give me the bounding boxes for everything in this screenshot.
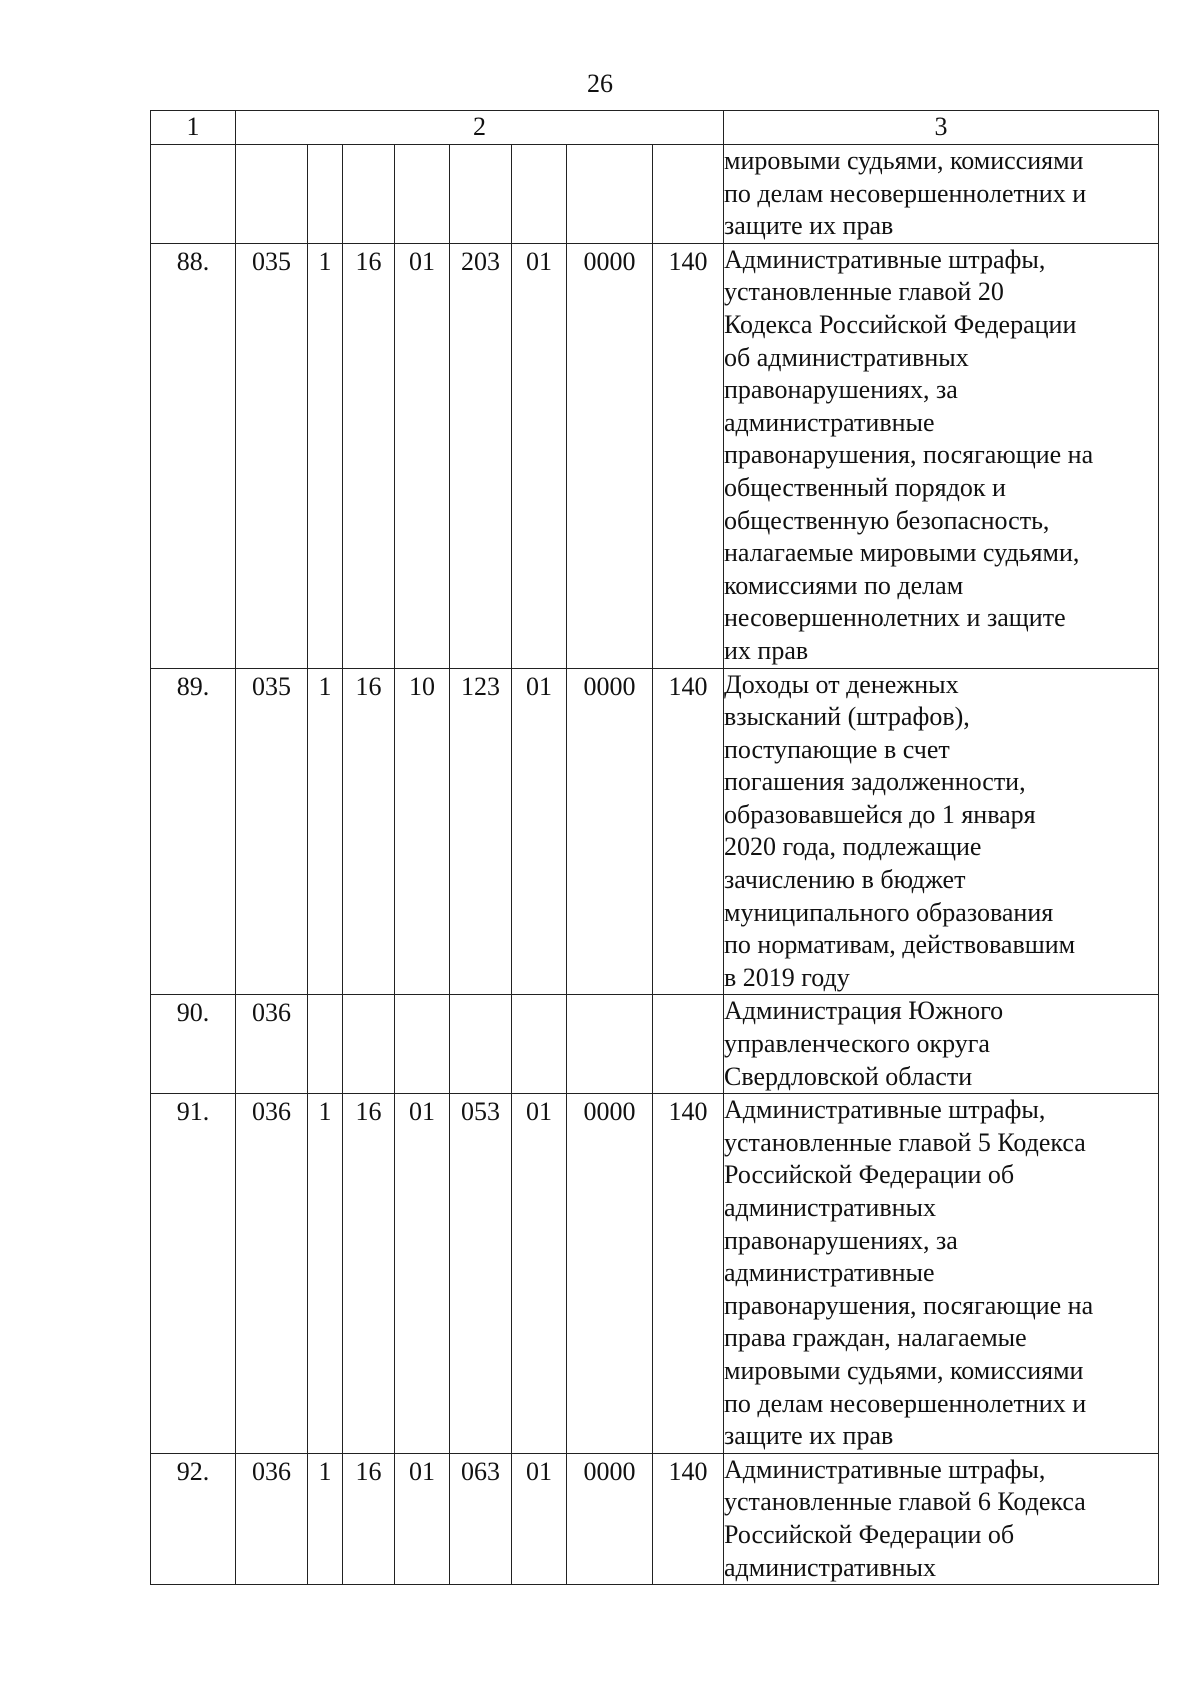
row-number: 92. [176,1456,210,1486]
code-cell [450,1094,512,1454]
table-row [151,145,1159,244]
code-cell [512,995,567,1094]
code-segment: 140 [668,1456,708,1486]
table-header-row [151,111,1159,145]
code-segment: 1 [318,1456,332,1486]
code-cell [512,145,567,244]
code-cell [450,145,512,244]
table-row [151,995,1159,1094]
header-col-3: 3 [724,111,1159,145]
code-cell [567,145,653,244]
code-cell [653,668,724,995]
row-number: 90. [176,998,210,1028]
code-cell [653,145,724,244]
row-number: 91. [176,1097,210,1127]
description-cell [724,243,1159,668]
code-cell [308,995,343,1094]
description-cell [724,668,1159,995]
code-cell [450,243,512,668]
code-segment: 0000 [583,1456,636,1486]
row-number: 89. [176,671,210,701]
code-cell [343,145,395,244]
code-segment: 16 [355,246,382,276]
table-row [151,243,1159,668]
code-segment: 16 [355,1097,382,1127]
code-segment: 01 [409,1097,435,1127]
code-cell [567,668,653,995]
code-cell [567,995,653,1094]
code-cell [236,1094,308,1454]
code-segment: 0000 [583,246,636,276]
code-segment: 01 [409,246,435,276]
header-col-1: 1 [151,111,236,145]
code-cell [343,995,395,1094]
description-text: Административные штрафы, установленные главой 6 Кодекса Российской Федерации об административных [724,1454,1086,1582]
code-cell [450,668,512,995]
description-text: Административные штрафы, установленные главой 5 Кодекса Российской Федерации об административных правонарушениях, за административные правонарушения, посягающие на права граждан, налагаемые мировыми судьями, комиссиями по делам несовершеннолетних и защите их прав [724,1095,1094,1451]
row-number-cell [151,1453,236,1584]
code-segment: 1 [318,246,332,276]
code-segment: 1 [318,671,332,701]
table-row [151,668,1159,995]
code-cell [512,668,567,995]
code-segment: 1 [318,1097,332,1127]
code-cell [653,1453,724,1584]
code-segment: 140 [668,246,708,276]
code-segment: 01 [526,1456,552,1486]
code-segment: 036 [252,1097,291,1127]
code-segment: 036 [252,1456,291,1486]
description-text: Доходы от денежных взысканий (штрафов), поступающие в счет погашения задолженности, образовавшейся до 1 января 2020 года, подлежащие зачислению в бюджет муниципального образования по нормативам, действовавшим в 2019 году [724,669,1076,992]
code-cell [395,668,450,995]
row-number-cell [151,243,236,668]
code-segment: 036 [252,998,291,1028]
code-cell [236,995,308,1094]
code-segment: 10 [409,671,435,701]
document-table [150,110,1159,1585]
code-segment: 16 [355,671,382,701]
code-segment: 140 [668,1097,708,1127]
code-segment: 123 [461,671,500,701]
description-text: Административные штрафы, установленные главой 20 Кодекса Российской Федерации об административных правонарушениях, за административные правонарушения, посягающие на общественный порядок и общественную безопасность, налагаемые мировыми судьями, комиссиями по делам несовершеннолетних и защите их прав [724,244,1094,665]
code-cell [236,145,308,244]
code-segment: 01 [526,671,552,701]
code-cell [308,1094,343,1454]
description-text: Администрация Южного управленческого округа Свердловской области [724,996,1004,1091]
description-text: мировыми судьями, комиссиями по делам несовершеннолетних и защите их прав [724,146,1087,241]
code-cell [308,145,343,244]
description-cell [724,1094,1159,1454]
code-cell [236,668,308,995]
code-cell [236,243,308,668]
code-cell [653,1094,724,1454]
code-cell [512,1453,567,1584]
code-segment: 16 [355,1456,382,1486]
code-cell [512,243,567,668]
code-cell [512,1094,567,1454]
code-segment: 063 [461,1456,500,1486]
code-cell [343,1094,395,1454]
row-number-cell [151,668,236,995]
code-cell [567,1094,653,1454]
table-row [151,1453,1159,1584]
code-cell [395,995,450,1094]
code-cell [567,1453,653,1584]
table-row [151,1094,1159,1454]
code-cell [450,995,512,1094]
row-number-cell [151,145,236,244]
code-segment: 0000 [583,671,636,701]
code-cell [395,1453,450,1584]
row-number: 88. [176,246,210,276]
description-cell [724,145,1159,244]
code-cell [343,668,395,995]
code-cell [308,243,343,668]
code-cell [343,243,395,668]
code-segment: 0000 [583,1097,636,1127]
code-cell [308,668,343,995]
code-cell [567,243,653,668]
description-cell [724,1453,1159,1584]
code-segment: 203 [461,246,500,276]
code-segment: 01 [526,246,552,276]
description-cell [724,995,1159,1094]
code-segment: 01 [409,1456,435,1486]
code-cell [236,1453,308,1584]
code-cell [653,995,724,1094]
code-cell [653,243,724,668]
code-cell [395,243,450,668]
code-cell [395,145,450,244]
row-number-cell [151,995,236,1094]
code-cell [450,1453,512,1584]
page-number: 26 [587,69,613,98]
code-segment: 01 [526,1097,552,1127]
code-segment: 035 [252,246,291,276]
code-cell [308,1453,343,1584]
code-cell [343,1453,395,1584]
code-segment: 140 [668,671,708,701]
row-number-cell [151,1094,236,1454]
code-segment: 035 [252,671,291,701]
code-segment: 053 [461,1097,500,1127]
header-col-2: 2 [236,111,724,145]
code-cell [395,1094,450,1454]
